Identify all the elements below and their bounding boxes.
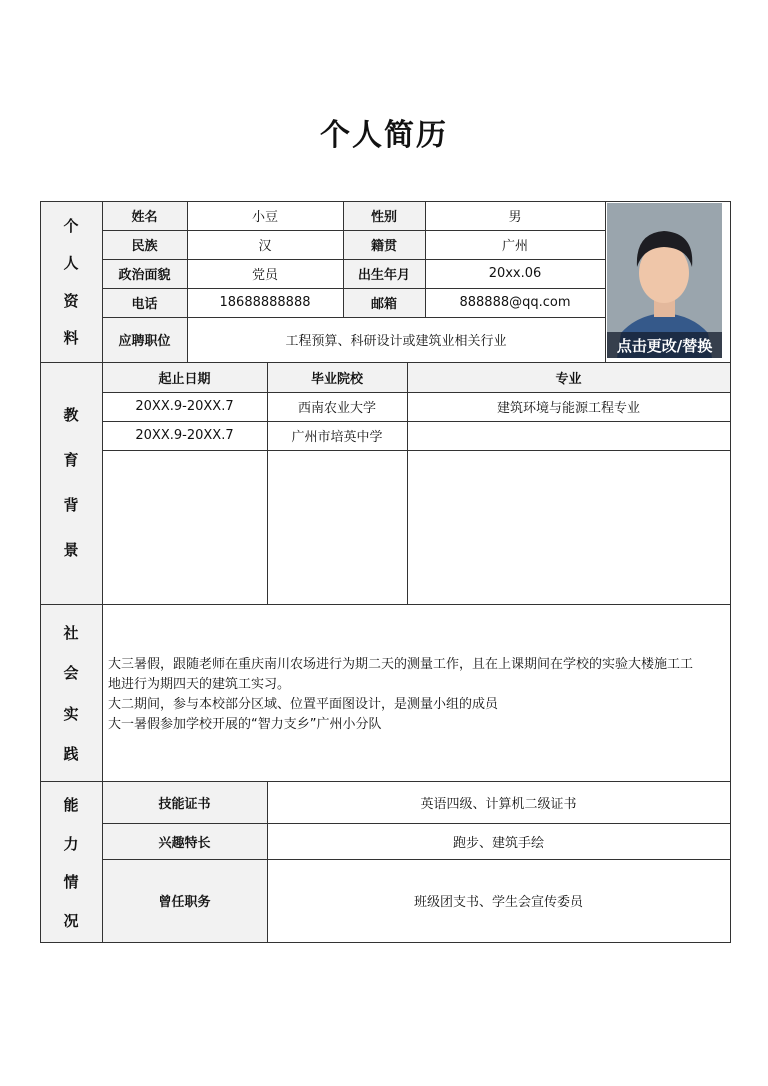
page-title: 个人简历 <box>320 118 448 153</box>
section-char: 人 <box>63 254 79 273</box>
origin-label: 籍贯 <box>370 239 397 254</box>
edu-row1-school[interactable]: 西南农业大学 <box>297 401 376 416</box>
section-char: 情 <box>63 873 79 892</box>
politics-value[interactable]: 党员 <box>251 268 278 283</box>
hobby-label: 兴趣特长 <box>158 835 211 851</box>
gender-label: 性别 <box>370 210 397 225</box>
name-label: 姓名 <box>131 210 158 225</box>
section-char: 料 <box>63 328 79 347</box>
practice-line: 大一暑假参加学校开展的“智力支乡”广州小分队 <box>108 717 382 732</box>
practice-line: 地进行为期四天的建筑工实习。 <box>108 677 291 692</box>
section-char: 实 <box>63 704 79 723</box>
photo-caption: 点击更改/替换 <box>607 332 722 358</box>
edu-row2-school[interactable]: 广州市培英中学 <box>291 430 383 445</box>
profile-photo[interactable] <box>607 203 722 358</box>
section-practice <box>40 612 102 774</box>
section-char: 社 <box>63 623 79 642</box>
edu-row1-date[interactable]: 20XX.9-20XX.7 <box>135 399 234 414</box>
name-value[interactable]: 小豆 <box>251 210 278 225</box>
section-char: 育 <box>63 451 79 469</box>
section-personal <box>40 201 102 362</box>
section-char: 能 <box>63 795 79 814</box>
phone-label: 电话 <box>131 297 158 312</box>
origin-value[interactable]: 广州 <box>501 239 528 254</box>
position-label: 应聘职位 <box>118 334 171 349</box>
section-char: 力 <box>63 834 79 853</box>
phone-value[interactable]: 18688888888 <box>219 295 311 310</box>
skill-label: 技能证书 <box>158 796 211 812</box>
edu-row2-date[interactable]: 20XX.9-20XX.7 <box>135 428 234 443</box>
edu-row2-major[interactable] <box>407 421 730 450</box>
section-char: 践 <box>63 745 79 764</box>
edu-header-date: 起止日期 <box>158 371 211 387</box>
ethnicity-label: 民族 <box>131 239 158 254</box>
section-char: 背 <box>63 496 79 514</box>
birth-value[interactable]: 20xx.06 <box>488 266 542 281</box>
section-ability <box>40 785 102 940</box>
section-char: 个 <box>63 217 79 236</box>
section-education <box>40 392 102 572</box>
skill-value[interactable]: 英语四级、计算机二级证书 <box>420 796 577 812</box>
edu-row1-major[interactable]: 建筑环境与能源工程专业 <box>496 401 640 416</box>
section-char: 景 <box>63 541 79 559</box>
email-value[interactable]: 888888@qq.com <box>459 295 571 310</box>
section-char: 资 <box>63 291 79 310</box>
practice-line: 大三暑假，跟随老师在重庆南川农场进行为期二天的测量工作，且在上课期间在学校的实验大楼施工工 <box>108 657 694 672</box>
section-char: 况 <box>63 912 79 931</box>
edu-header-school: 毕业院校 <box>310 371 363 387</box>
position-value[interactable]: 工程预算、科研设计或建筑业相关行业 <box>285 334 507 349</box>
role-label: 曾任职务 <box>158 895 211 910</box>
ethnicity-value[interactable]: 汉 <box>258 239 272 254</box>
politics-label: 政治面貌 <box>118 268 171 283</box>
practice-text[interactable] <box>108 655 728 735</box>
section-char: 教 <box>63 406 79 424</box>
gender-value[interactable]: 男 <box>508 210 522 225</box>
practice-line: 大二期间，参与本校部分区域、位置平面图设计，是测量小组的成员 <box>108 697 499 712</box>
email-label: 邮箱 <box>370 297 397 312</box>
edu-header-major: 专业 <box>555 371 582 387</box>
section-char: 会 <box>63 664 79 683</box>
birth-label: 出生年月 <box>357 268 410 283</box>
role-value[interactable]: 班级团支书、学生会宣传委员 <box>413 895 583 910</box>
hobby-value[interactable]: 跑步、建筑手绘 <box>452 835 544 851</box>
